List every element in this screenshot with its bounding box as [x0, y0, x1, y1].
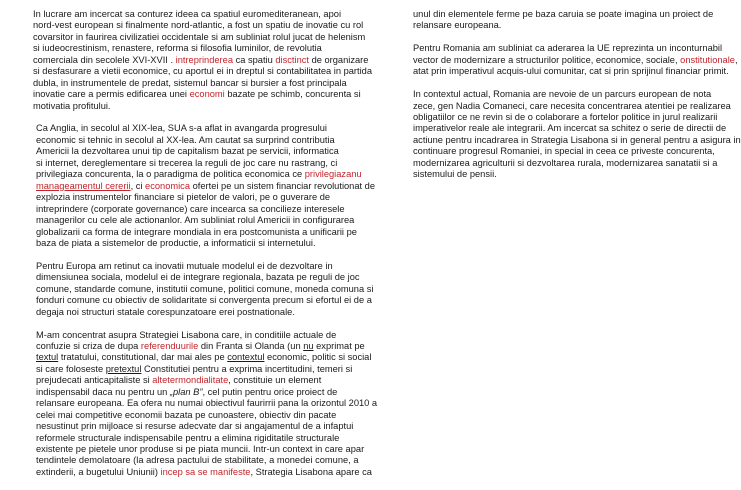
- text-segment: vector de modernizare a structurilor politice, economice, sociale,: [413, 54, 681, 65]
- misspelled-word: disctinct: [275, 54, 309, 65]
- text-line: [8, 9, 365, 20]
- text-segment: motivatia profitului.: [33, 100, 111, 111]
- text-line: [385, 100, 731, 112]
- right-column: [385, 9, 741, 192]
- text-line: [8, 330, 365, 341]
- text-segment: baza de piata a sistemelor de productie, a informaticii si internetului.: [36, 238, 316, 248]
- text-segment: Pentru Romania am subliniat ca aderarea la UE reprezinta un inconturnabil: [413, 43, 723, 54]
- paragraph: [8, 260, 374, 318]
- text-segment: relansare europeana.: [413, 20, 502, 31]
- text-segment: Constitutiei pentru a exprima incertitudini, temeri si: [141, 363, 353, 374]
- text-segment: intreprindere (corporate governance) care incearca sa concilieze interesele: [36, 203, 345, 214]
- text-segment: dimensiunea sociala, modelul ei de integrare regionala, bazata pe reguli de joc: [36, 272, 360, 283]
- text-line: [8, 295, 372, 306]
- text-segment: extinderii, a bugetului Uniunii): [36, 466, 161, 477]
- text-segment: si care foloseste: [36, 363, 106, 374]
- text-segment: , Strategia Lisabona apare ca: [250, 466, 372, 477]
- text-line: [8, 283, 374, 295]
- misspelled-word: economica: [145, 180, 191, 191]
- misspelled-word: intreprinderea: [175, 54, 233, 65]
- text-segment: exprimat pe: [313, 340, 365, 351]
- text-segment: economic, politic si social: [264, 352, 372, 363]
- text-segment: economic si tehnic in secolul al XX-lea. Am cautat sa surprind contributia: [36, 134, 335, 145]
- text-segment: modernizarea agriculturii si dezvoltarea rurala, modernizarea sanatatii si a: [413, 157, 718, 168]
- text-line: [8, 341, 365, 352]
- text-line: [385, 43, 723, 54]
- text-line: [8, 410, 365, 421]
- text-line: [385, 134, 741, 146]
- text-line: [8, 352, 372, 363]
- misspelled-word: privilegiazanu: [304, 169, 362, 180]
- text-line: [385, 111, 718, 123]
- text-segment: si internet, dereglementare si trecerea la reguli de joc care nu rastrang, ci: [36, 157, 338, 168]
- text-segment: explozia instrumentelor financiare si pietelor de valori, pe o guverare de: [36, 192, 331, 203]
- paragraph: [385, 89, 741, 181]
- misspelled-word: incep sa se manifeste: [160, 466, 251, 477]
- styled-text: textul: [36, 352, 59, 363]
- text-segment: tratatului, constitutional, dar mai ales pe: [58, 352, 228, 363]
- text-segment: unul din elementele ferme pe baza caruia se poate imagina un proiect de: [413, 9, 714, 19]
- text-line: [8, 433, 365, 444]
- text-line: [8, 421, 365, 432]
- text-line: [8, 364, 365, 375]
- misspelled-word: economi: [189, 89, 225, 100]
- text-segment: privilegiaza concurenta, la o paradigma de politica economica ce: [36, 169, 305, 180]
- text-segment: si iudeocrestinism, renastere, reforma si filosofia luminilor, de revolutia: [33, 43, 322, 54]
- text-segment: Americii la dezvoltarea unui tip de capitalism bazat pe servicii, informatica: [36, 146, 339, 157]
- text-segment: inovatie care a permis edificarea unei: [33, 89, 190, 100]
- text-line: [8, 180, 376, 192]
- text-line: [385, 20, 697, 31]
- text-segment: globalizarii ca forma de integrare mondiala in era postcomunista a unificarii pe: [36, 226, 357, 237]
- text-segment: actiune pentru incadrarea in Strategia Lisabona si in general pentru a asigura in: [413, 134, 741, 145]
- text-line: [8, 89, 365, 100]
- text-line: [385, 66, 729, 77]
- text-line: [8, 66, 373, 77]
- text-line: [8, 43, 365, 54]
- text-segment: managerilor cu cele ale actionanlor. Am subliniat rolul Americii in configurarea: [36, 215, 355, 226]
- text-segment: din Franta si Olanda (un: [198, 340, 304, 351]
- text-segment: existente pe pietele unor produse si pe piata muncii. Intr-un context in care apar: [36, 444, 365, 455]
- left-column: [8, 9, 378, 490]
- text-segment: , constituie un element: [228, 375, 322, 386]
- text-line: [8, 123, 365, 134]
- text-line: [8, 455, 365, 466]
- styled-text: „plan B”: [169, 386, 203, 397]
- text-segment: indispensabil daca nu pentru un: [36, 386, 170, 397]
- text-line: [8, 227, 365, 238]
- text-segment: atat prin imperativul acquis-ului comunitar, cat si prin sprijinul financiar primit.: [413, 66, 729, 77]
- misspelled-word: referenduurile: [140, 340, 199, 351]
- text-line: [385, 157, 718, 169]
- paragraph: [8, 123, 376, 249]
- text-segment: tendintele demolatoare (la adresa pactului de stabilitate, a monedei comune, a: [36, 455, 359, 466]
- text-line: [8, 101, 365, 112]
- text-segment: ca spatiu: [233, 54, 276, 65]
- text-segment: ,: [734, 54, 738, 65]
- text-segment: nord-vest european si finalmente nord-atlantic, a fost un spatiu de inovatie cu rol: [33, 20, 364, 31]
- text-segment: Ca Anglia, in secolul al XIX-lea, SUA s-a aflat in avangarda progresului: [36, 123, 327, 134]
- text-segment: Pentru Europa am retinut ca inovatii mutuale modelul ei de dezvoltare in: [36, 260, 333, 271]
- text-segment: reformele structurale indispensabile pentru a elimina rigiditatile structurale: [36, 432, 340, 443]
- text-segment: continuare progresul Romaniei, in special in ceea ce priveste concurenta,: [413, 146, 715, 157]
- misspelled-word: manageamentul cererii: [36, 180, 131, 191]
- paragraph: [385, 43, 738, 77]
- text-line: [8, 387, 365, 398]
- text-line: [385, 54, 738, 66]
- text-segment: obligatiilor ce ne revin si de o colaborare a fortelor politice in jurul realizarii: [413, 111, 718, 122]
- misspelled-word: altetermondialitate: [152, 375, 229, 386]
- text-segment: celei mai competitive economii bazata pe cunoastere, obiectiv din pacate: [36, 409, 337, 420]
- styled-text: nu: [303, 340, 314, 351]
- text-line: [8, 32, 365, 43]
- text-line: [8, 169, 365, 180]
- text-segment: In lucrare am incercat sa conturez ideea ca spatiul euromediteranean, apoi: [33, 9, 342, 19]
- text-line: [385, 146, 715, 157]
- text-line: [8, 146, 365, 157]
- text-segment: imperativelor reale ale integrarii. Am incercat sa schitez o serie de directii de: [413, 123, 727, 134]
- text-segment: prejudecati anticapitaliste si: [36, 375, 153, 386]
- paragraph: [8, 329, 378, 479]
- text-line: [8, 375, 365, 386]
- text-line: [8, 78, 365, 89]
- text-line: [385, 9, 714, 20]
- text-segment: nesustinut prin mijloace si resurse adecvate dar si angajamentul de a infaptui: [36, 421, 354, 432]
- text-segment: M-am concentrat asupra Strategiei Lisabona care, in conditiile actuale de: [36, 329, 337, 340]
- paragraph: [385, 9, 714, 32]
- text-segment: degaja noi structuri statale corespunzatoare erei postnationale.: [36, 306, 295, 317]
- text-segment: , cel putin pentru orice proiect de: [202, 386, 338, 397]
- text-segment: de organizare: [308, 54, 369, 65]
- styled-text: contextul: [227, 352, 265, 363]
- text-line: [8, 307, 365, 318]
- text-line: [8, 54, 369, 66]
- text-segment: comune, standarde comune, institutii comune, politici comune, moneda comuna si: [36, 283, 374, 294]
- text-line: [8, 466, 372, 478]
- text-line: [8, 444, 365, 455]
- paragraph: [8, 9, 373, 112]
- text-segment: , ci: [130, 180, 146, 191]
- text-line: [8, 238, 365, 249]
- text-line: [385, 169, 697, 180]
- text-segment: confuzie si criza de dupa: [36, 340, 141, 351]
- text-line: [8, 135, 365, 146]
- misspelled-word: onstitutionale: [680, 54, 735, 65]
- styled-text: pretextul: [105, 363, 142, 374]
- text-line: [8, 192, 365, 203]
- text-segment: zece, gen Nadia Comaneci, care necesita concentrarea atentiei pe realizarea: [413, 100, 731, 111]
- text-line: [385, 89, 712, 100]
- text-line: [8, 272, 365, 283]
- text-segment: comerciala din secolele XVI-XVII .: [33, 54, 176, 65]
- text-segment: fonduri comune cu obiectiv de solidaritate si convergenta precum si efortul ei de a: [36, 295, 372, 306]
- text-line: [8, 215, 365, 226]
- text-line: [8, 20, 365, 31]
- text-segment: dubla, in instrumentele de predat, sistemul bancar si bursier a fost principala: [33, 77, 347, 88]
- text-line: [385, 123, 727, 134]
- text-segment: In contextul actual, Romania are nevoie de un parcurs european de nota: [413, 89, 712, 100]
- text-line: [8, 204, 365, 215]
- text-segment: si desfasurare a vietii economice, cu aportul ei in dreptul si contabilitatea in partida: [33, 66, 373, 77]
- text-segment: bazate pe schimb, concurenta si: [224, 89, 361, 100]
- text-segment: relansare europeana. Ea ofera nu numai obiectivul faurirrii pana la orizontul 2010 a: [36, 398, 378, 409]
- text-segment: ofertei pe un sistem financiar revolutionat de: [190, 180, 376, 191]
- text-line: [8, 398, 378, 409]
- text-segment: covarsitor in faurirea civilizatiei occidentale si am subliniat rolul jucat de helenism: [33, 31, 366, 42]
- text-segment: sistemului de pensii.: [413, 169, 497, 180]
- text-line: [8, 261, 365, 272]
- text-line: [8, 158, 365, 169]
